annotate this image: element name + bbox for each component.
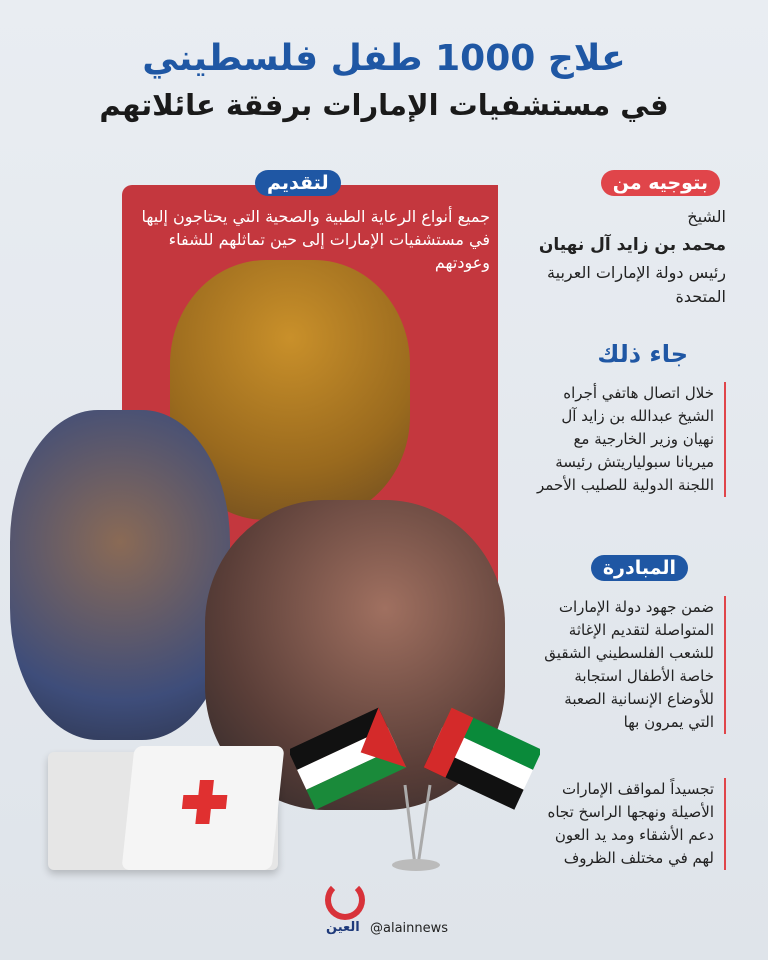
directive-prefix: الشيخ (687, 207, 726, 226)
social-handle: @alainnews (370, 921, 449, 936)
purpose-label: لتقديم (255, 170, 341, 196)
directive-label: بتوجيه من (601, 170, 720, 196)
palestine-flag-icon (290, 708, 406, 810)
subheadline: في مستشفيات الإمارات برفقة عائلاتهم (99, 88, 669, 122)
flags (290, 705, 540, 875)
uae-flag-icon (424, 708, 540, 810)
initiative-label: المبادرة (591, 555, 688, 581)
alain-logo (325, 880, 365, 920)
logo-text: العين (326, 920, 360, 935)
context-text: خلال اتصال هاتفي أجراه الشيخ عبدالله بن زايد آل نهيان وزير الخارجية مع ميريانا سبولياريتش رئيسة اللجنة الدولية للصليب الأحمر (536, 382, 726, 497)
context-label: جاء ذلك (597, 340, 688, 368)
photo-man-girl (10, 410, 230, 740)
initiative-text-1: ضمن جهود دولة الإمارات المتواصلة لتقديم الإغاثة للشعب الفلسطيني الشقيق خاصة الأطفال استجابة للأوضاع الإنسانية الصعبة التي يمرون بها (536, 596, 726, 734)
first-aid-kit (48, 752, 278, 870)
headline: علاج 1000 طفل فلسطيني (142, 38, 626, 79)
red-cross-icon (180, 780, 229, 824)
purpose-text: جميع أنواع الرعاية الطبية والصحية التي يحتاجون إليها في مستشفيات الإمارات إلى حين تماثلهم للشفاء وعودتهم (141, 207, 490, 272)
directive-role: رئيس دولة الإمارات العربية المتحدة (547, 263, 726, 306)
initiative-text-2: تجسيداً لمواقف الإمارات الأصيلة ونهجها الراسخ تجاه دعم الأشقاء ومد يد العون لهم في مختلف الظروف (536, 778, 726, 870)
directive-name: محمد بن زايد آل نهيان (538, 235, 726, 255)
